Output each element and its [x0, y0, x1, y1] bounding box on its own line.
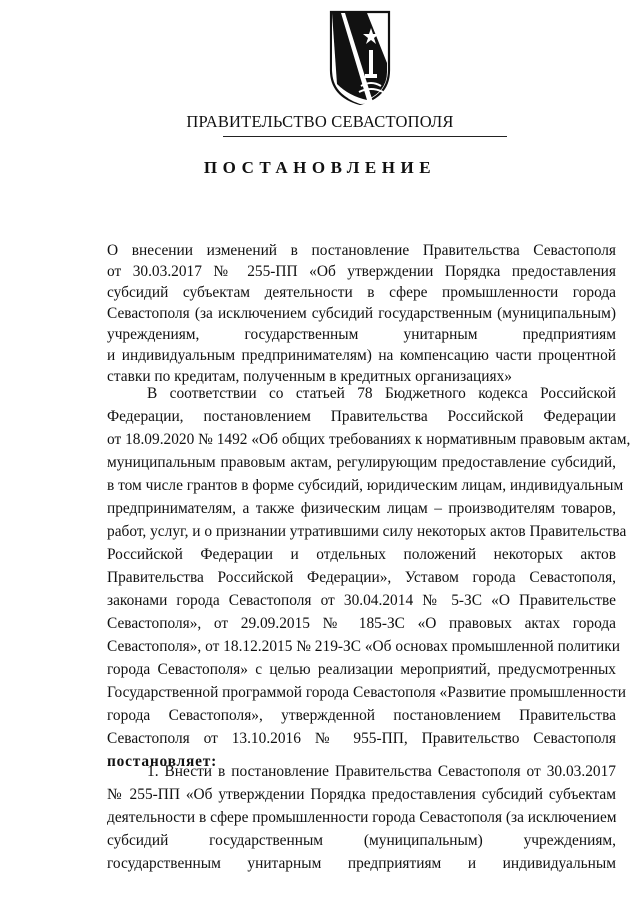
document-subject: [107, 240, 616, 387]
item-line: № 255-ПП «Об утверждении Порядка предоставления субсидий субъектам: [107, 786, 616, 803]
subject-line: Севастополя (за исключением субсидий государственным (муниципальным): [107, 305, 616, 322]
preamble-line: В соответствии со статьей 78 Бюджетного кодекса Российской: [147, 385, 616, 402]
organization-name: ПРАВИТЕЛЬСТВО СЕВАСТОПОЛЯ: [186, 112, 454, 131]
preamble-line: Российской Федерации и отдельных положений некоторых актов: [107, 546, 616, 563]
subject-line: ставки по кредитам, полученным в кредитных организациях»: [107, 368, 512, 385]
preamble-line: Государственной программой города Севастополя «Развитие промышленности: [107, 684, 626, 701]
preamble-line: Севастополя», от 18.12.2015 № 219-ЗС «Об основах промышленной политики: [107, 638, 620, 655]
item-line: деятельности в сфере промышленности города Севастополя (за исключением: [107, 809, 617, 826]
item-1-paragraph: [107, 760, 616, 875]
preamble-line: города Севастополя» с целью реализации мероприятий, предусмотренных: [107, 661, 616, 678]
preamble-line: Севастополя от 13.10.2016 № 955-ПП, Правительство Севастополя: [107, 730, 616, 747]
preamble-line: законами города Севастополя от 30.04.2014 № 5-ЗС «О Правительстве: [107, 592, 616, 609]
header-underline: [223, 136, 507, 137]
preamble-line: предпринимателям, а также физическим лицам – производителям товаров,: [107, 500, 616, 517]
document-type-title: ПОСТАНОВЛЕНИЕ: [203, 158, 437, 177]
subject-line: от 30.03.2017 № 255-ПП «Об утверждении Порядка предоставления: [107, 263, 616, 280]
preamble-paragraph: [107, 382, 631, 773]
coat-of-arms-icon: [327, 8, 393, 108]
subject-line: субсидий субъектам деятельности в сфере промышленности города: [107, 284, 616, 301]
preamble-line: Правительства Российской Федерации», Уставом города Севастополя,: [107, 569, 616, 586]
preamble-line: в том числе грантов в форме субсидий, юридическим лицам, индивидуальным: [107, 477, 624, 494]
preamble-line: от 18.09.2020 № 1492 «Об общих требованиях к нормативным правовым актам,: [107, 431, 631, 448]
subject-line: учреждениям, государственным унитарным предприятиям: [107, 326, 616, 343]
item-line: 1. Внести в постановление Правительства Севастополя от 30.03.2017: [147, 763, 616, 780]
preamble-line: работ, услуг, и о признании утратившими силу некоторых актов Правительства: [107, 523, 627, 540]
preamble-line: города Севастополя», утвержденной постановлением Правительства: [107, 707, 616, 724]
preamble-line: Севастополя», от 29.09.2015 № 185-ЗС «О правовых актах города: [107, 615, 616, 632]
preamble-line: Федерации, постановлением Правительства Российской Федерации: [107, 408, 616, 425]
item-line: государственным унитарным предприятиям и индивидуальным: [107, 855, 616, 872]
preamble-line: муниципальным правовым актам, регулирующим предоставление субсидий,: [107, 454, 616, 471]
subject-line: и индивидуальным предпринимателям) на компенсацию части процентной: [107, 347, 616, 364]
subject-line: О внесении изменений в постановление Правительства Севастополя: [107, 242, 616, 259]
resolves-word: постановляет:: [107, 753, 218, 770]
item-line: субсидий государственным (муниципальным) учреждениям,: [107, 832, 616, 849]
